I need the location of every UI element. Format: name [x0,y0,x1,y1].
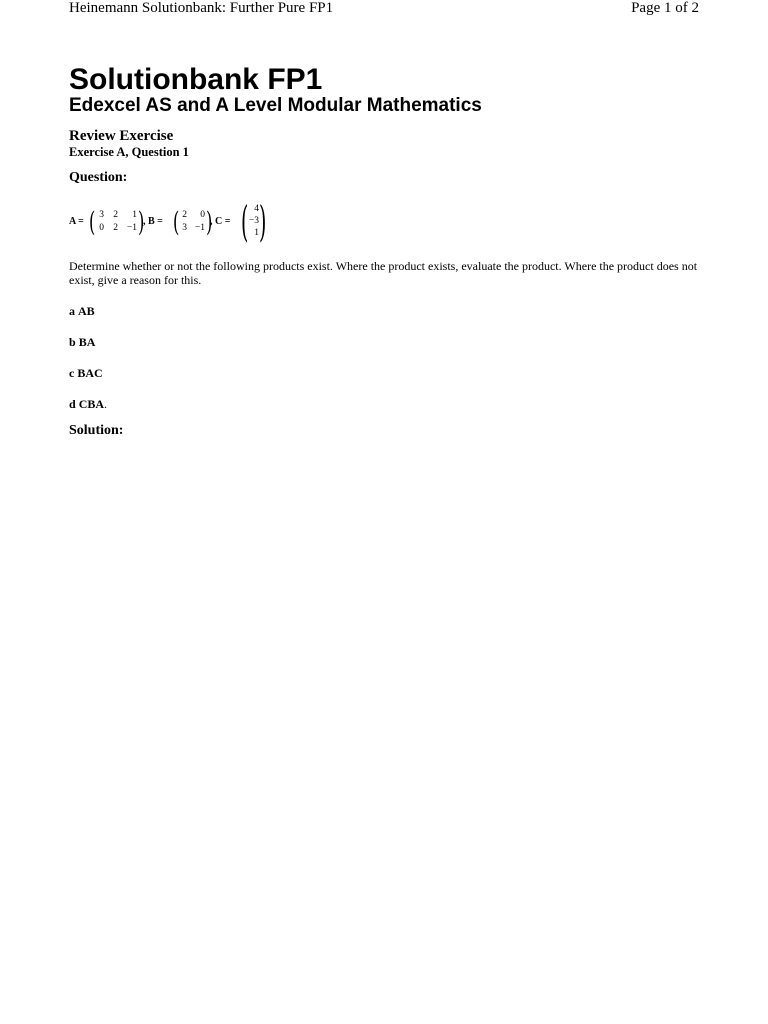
part-expression: BAC [77,366,103,380]
matrix-b-cell: 0 [200,210,205,220]
page-subtitle: Edexcel AS and A Level Modular Mathematics [69,95,482,116]
matrix-c-label: , C = [210,216,231,227]
matrix-c-cell: 1 [254,228,259,238]
question-part-d [69,397,107,411]
matrix-a-cell: 2 [113,223,118,233]
matrix-c-right-paren: ) [259,197,267,246]
header-page-number: Page 1 of 2 [631,0,699,16]
matrix-b-right-paren: ) [206,207,213,238]
part-letter: b [69,335,76,349]
matrix-c-cell: 4 [254,204,259,214]
exercise-reference: Exercise A, Question 1 [69,145,189,159]
matrix-a-cell: 2 [113,210,118,220]
section-title: Review Exercise [69,128,174,144]
part-letter: d [69,397,76,411]
matrix-b-cell: −1 [194,223,205,233]
question-part-c [69,366,103,380]
matrix-a-cell: 3 [99,210,104,220]
matrix-b-left-paren: ( [173,207,180,238]
running-header [69,0,699,18]
question-heading: Question: [69,170,128,185]
matrix-a-right-paren: ) [138,207,145,238]
part-letter: a [69,304,75,318]
matrix-b-cell: 3 [182,223,187,233]
part-letter: c [69,366,75,380]
matrix-a-cell: 0 [99,223,104,233]
part-expression: CBA [78,397,105,411]
part-expression: AB [78,304,95,318]
matrix-c-cell: −3 [248,216,259,226]
matrix-b-label: , B = [143,216,163,227]
matrix-a-label: A = [69,216,84,227]
question-instructions: Determine whether or not the following products exist. Where the product exists, evaluate the product. Where the product does not exist, give a reason for this. [69,259,698,287]
matrix-a-cell: −1 [126,223,137,233]
matrix-c-left-paren: ( [241,197,249,246]
matrix-a-cell: 1 [132,210,137,220]
part-suffix: . [104,397,108,411]
matrix-b-cell: 2 [182,210,187,220]
question-part-a [69,304,95,318]
question-part-b [69,335,95,349]
part-expression: BA [78,335,96,349]
header-document-title: Heinemann Solutionbank: Further Pure FP1 [69,0,334,16]
page-title: Solutionbank FP1 [69,63,323,96]
solution-heading: Solution: [69,423,124,438]
matrix-a-left-paren: ( [89,207,96,238]
